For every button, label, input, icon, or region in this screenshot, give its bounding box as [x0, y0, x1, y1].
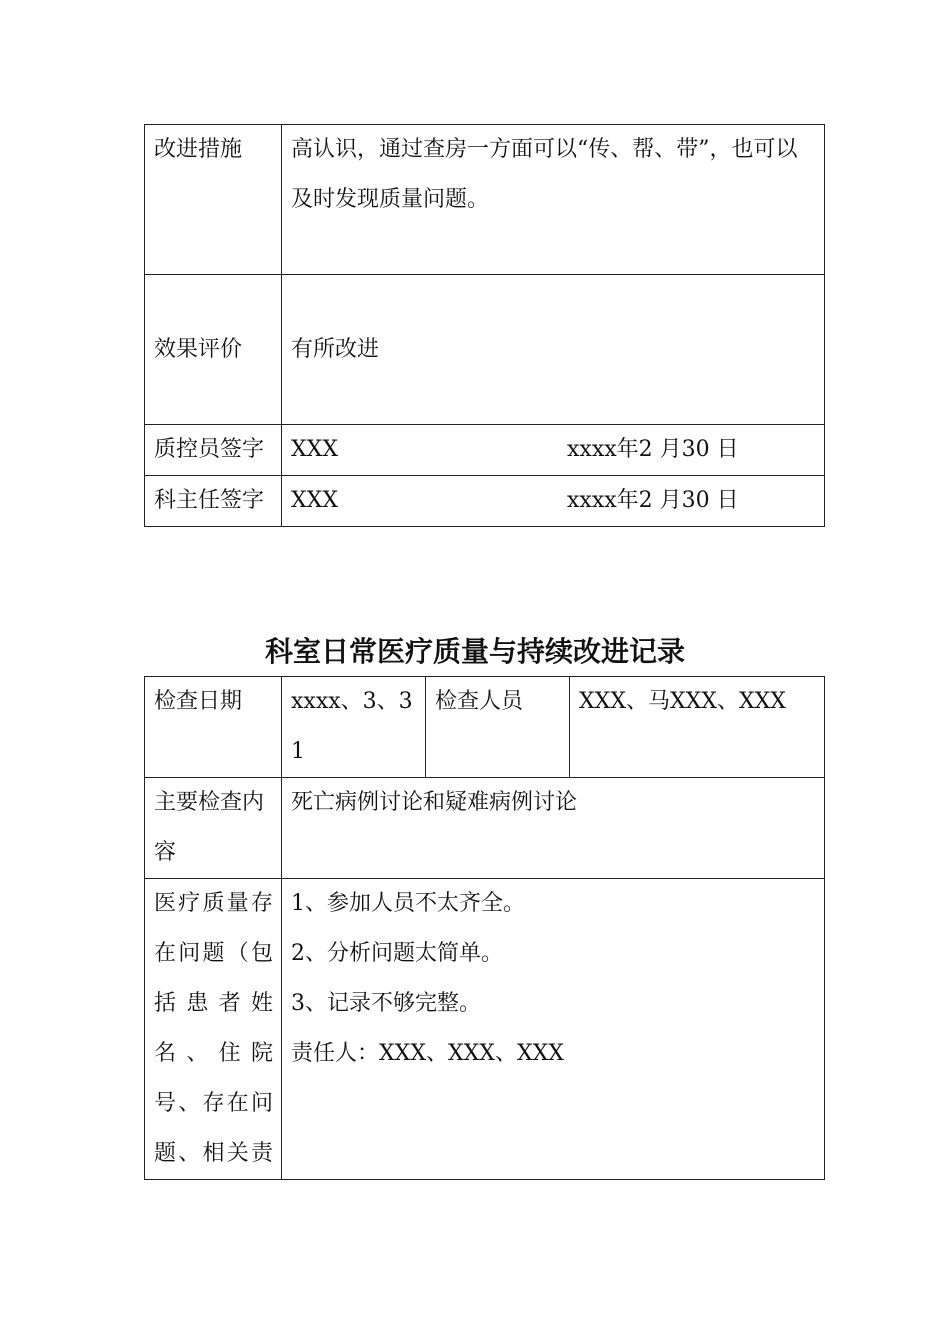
inspectors-label: 检查人员	[426, 677, 570, 778]
inspectors-value: XXX、马XXX、XXX	[570, 677, 825, 778]
qc-signature-row	[145, 425, 825, 476]
qc-signature-cell	[282, 425, 825, 476]
director-signature-name: XXX	[291, 488, 338, 513]
director-signature-label: 科主任签字	[145, 476, 282, 527]
problem-item: 3、记录不够完整。	[291, 991, 481, 1016]
problem-item: 2、分析问题太简单。	[291, 941, 503, 966]
problems-content	[282, 879, 825, 1180]
improvement-label: 改进措施	[145, 125, 282, 275]
qc-signature-name: XXX	[291, 437, 338, 462]
main-content-label: 主要检查内容	[145, 778, 282, 879]
problems-row	[145, 879, 825, 1180]
improvement-text: 高认识，通过查房一方面可以“传、帮、带”，也可以及时发现质量问题。	[282, 125, 825, 275]
director-signature-date: xxxx年2 月30 日	[567, 488, 739, 513]
check-date-label: 检查日期	[145, 677, 282, 778]
problem-item: 1、参加人员不太齐全。	[291, 891, 525, 916]
check-info-row	[145, 677, 825, 778]
problems-label: 医疗质量存在问题（包括患者姓名、住院号、存在问题、相关责	[145, 879, 282, 1180]
record-title: 科室日常医疗质量与持续改进记录	[264, 635, 685, 668]
quality-record-table	[144, 676, 825, 1180]
quality-summary-table	[144, 124, 825, 527]
evaluation-text: 有所改进	[282, 275, 825, 425]
check-date-value: xxxx、3、31	[282, 677, 426, 778]
director-signature-cell	[282, 476, 825, 527]
improvement-row	[145, 125, 825, 275]
qc-signature-date: xxxx年2 月30 日	[567, 437, 739, 462]
director-signature-row	[145, 476, 825, 527]
main-content-value: 死亡病例讨论和疑难病例讨论	[282, 778, 825, 879]
evaluation-row	[145, 275, 825, 425]
responsible-persons: 责任人：XXX、XXX、XXX	[291, 1041, 564, 1066]
evaluation-label: 效果评价	[145, 275, 282, 425]
main-content-row	[145, 778, 825, 879]
qc-signature-label: 质控员签字	[145, 425, 282, 476]
